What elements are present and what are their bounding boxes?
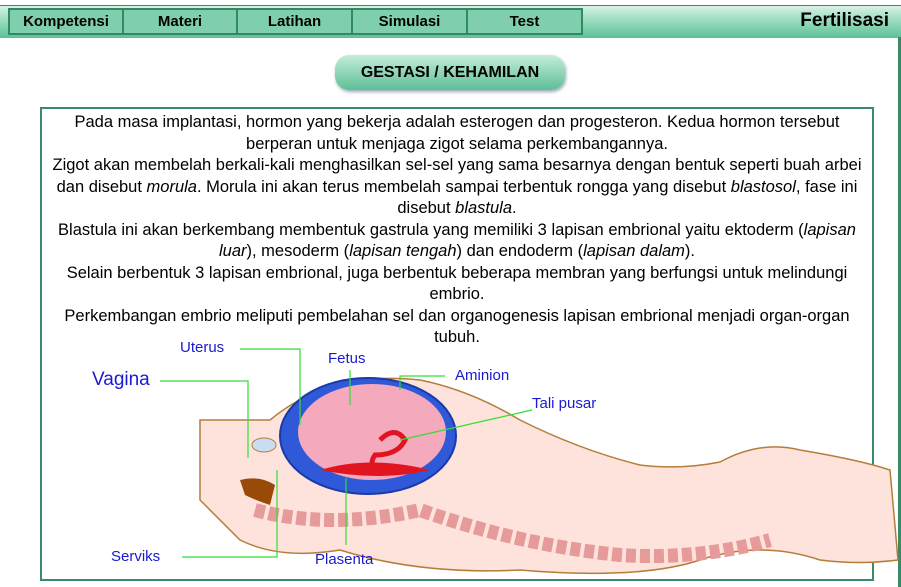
tab-test[interactable]: Test	[466, 8, 583, 35]
label-fetus: Fetus	[328, 350, 366, 367]
label-vagina: Vagina	[92, 369, 150, 390]
label-aminion: Aminion	[455, 367, 510, 384]
section-title: GESTASI / KEHAMILAN	[335, 55, 565, 90]
label-serviks: Serviks	[111, 548, 161, 565]
label-uterus: Uterus	[180, 339, 225, 356]
bladder	[252, 438, 276, 452]
paragraph-5: Perkembangan embrio meliputi pembelahan sel dan organogenesis lapisan embrional menjadi organ-organ tubuh.	[64, 306, 850, 346]
label-tali-pusar: Tali pusar	[532, 395, 597, 412]
label-plasenta: Plasenta	[315, 551, 374, 568]
app-title: Fertilisasi	[800, 10, 889, 31]
paragraph-1: Pada masa implantasi, hormon yang bekerja adalah esterogen dan progesteron. Kedua hormon tersebut berperan untuk menjaga zigot selama perkembangannya.	[74, 113, 840, 153]
paragraph-4: Selain berbentuk 3 lapisan embrional, juga berbentuk beberapa membran yang berfungsi untuk melindungi embrio.	[66, 263, 848, 303]
tab-materi[interactable]: Materi	[122, 8, 238, 35]
paragraph-2: Zigot akan membelah berkali-kali menghasilkan sel-sel yang sama besarnya dengan bentuk seperti buah arbei dan disebut morula. Morula ini akan terus membelah sampai terbentuk rongga yang disebut blastosol, fase ini disebut blastula.	[52, 156, 862, 217]
tab-kompetensi[interactable]: Kompetensi	[8, 8, 124, 35]
tab-simulasi[interactable]: Simulasi	[351, 8, 468, 35]
paragraph-3: Blastula ini akan berkembang membentuk gastrula yang memiliki 3 lapisan embrional yaitu ektoderm (lapisan luar), mesoderm (lapisan tengah) dan endoderm (lapisan dalam).	[58, 220, 856, 260]
tab-latihan[interactable]: Latihan	[236, 8, 353, 35]
